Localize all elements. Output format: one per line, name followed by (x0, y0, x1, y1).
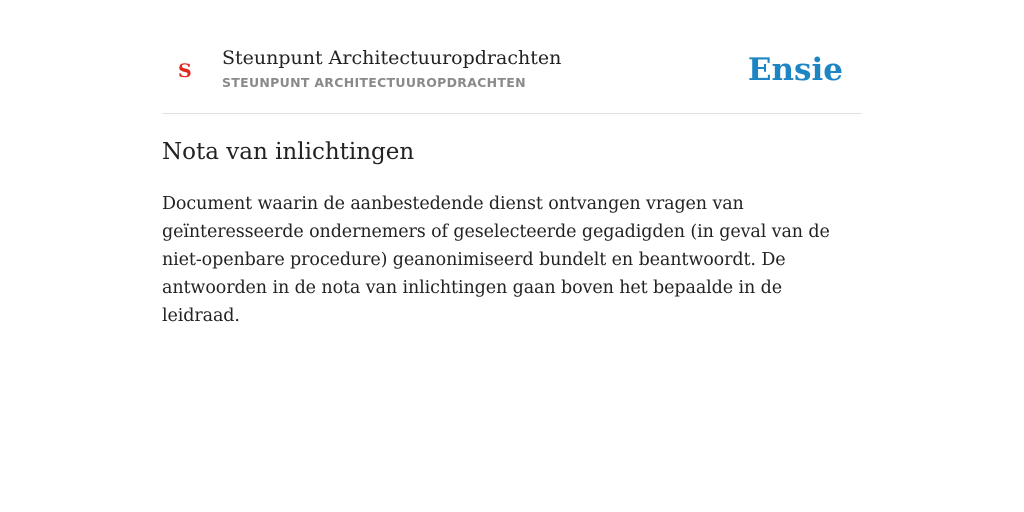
entry-card (162, 0, 862, 326)
source-name-link[interactable]: Steunpunt Architectuuropdrachten (222, 47, 562, 69)
entry-title: Nota van inlichtingen (162, 139, 415, 165)
source-logo-icon[interactable]: S (178, 60, 192, 82)
source-subtitle: STEUNPUNT ARCHITECTUUROPDRACHTEN (222, 75, 526, 90)
entry-definition: Document waarin de aanbestedende dienst ontvangen vragen van geïnteresseerde ondernemers of geselecteerde gegadigden (in geval van de niet-openbare procedure) geanonimiseerd bundelt en beantwoordt. De antwoorden in de nota van inlichtingen gaan boven het bepaalde in de leidraad. (162, 194, 830, 326)
ensie-logo-link[interactable]: Ensie (747, 52, 843, 88)
source-header (162, 0, 862, 114)
